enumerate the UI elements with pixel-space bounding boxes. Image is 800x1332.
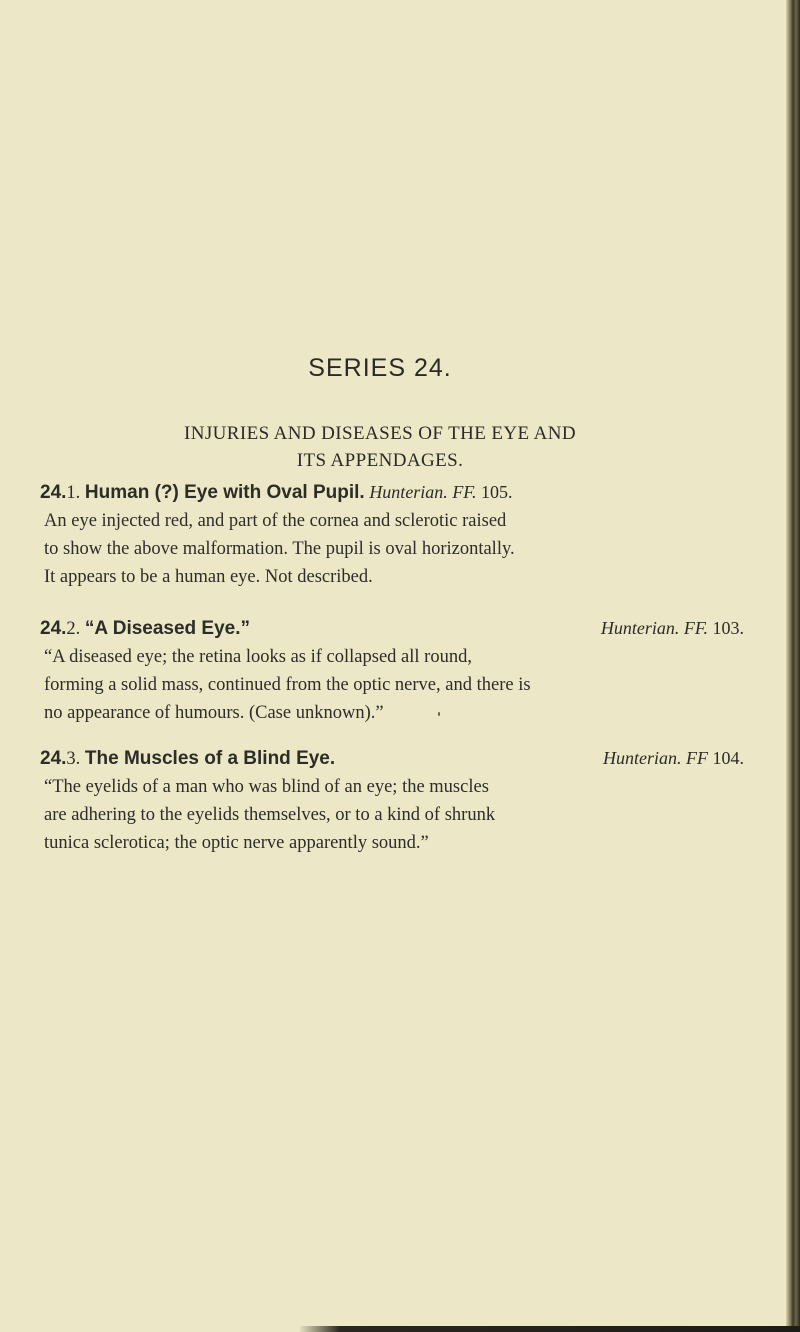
description-line: to show the above malformation. The pupil is oval horizontally. <box>44 539 515 559</box>
catalog-entry <box>40 744 744 857</box>
entry-number: 24. <box>40 482 67 503</box>
entry-head <box>40 614 744 643</box>
entry-description <box>44 773 740 857</box>
page-binding-edge <box>786 0 800 1332</box>
entry-heading: The Muscles of a Blind Eye. <box>84 748 336 769</box>
subtitle-line: INJURIES AND DISEASES OF THE EYE AND <box>184 423 576 444</box>
entry-catalog-number: 103. <box>712 618 744 638</box>
entry-ref-code: FF. <box>683 618 708 638</box>
entry-title <box>40 615 250 643</box>
entry-number: 24. <box>40 618 67 639</box>
description-line: “A diseased eye; the retina looks as if collapsed all round, <box>44 647 472 667</box>
entry-subnumber: 2. <box>66 619 81 639</box>
entry-heading: Human (?) Eye with Oval Pupil. <box>84 482 365 503</box>
entry-reference <box>603 744 744 772</box>
catalog-entry <box>40 614 744 727</box>
series-title: SERIES 24. <box>308 354 452 382</box>
entry-number: 24. <box>40 748 67 769</box>
subtitle-line: ITS APPENDAGES. <box>296 450 464 471</box>
description-line: tunica sclerotica; the optic nerve apparently sound.” <box>44 833 429 853</box>
entry-title <box>40 478 512 507</box>
entry-collection: Hunterian. <box>600 618 680 638</box>
entry-head <box>40 478 740 507</box>
paper-speck <box>438 712 440 716</box>
entry-ref-code: FF. <box>452 482 477 502</box>
description-line: “The eyelids of a man who was blind of an eye; the muscles <box>44 777 489 797</box>
entry-description <box>44 643 740 727</box>
entry-subnumber: 3. <box>66 749 81 769</box>
description-line: It appears to be a human eye. Not described. <box>44 567 373 587</box>
entry-description <box>44 507 740 591</box>
entry-title <box>40 745 335 773</box>
entry-catalog-number: 104. <box>712 748 744 768</box>
description-line: no appearance of humours. (Case unknown).” <box>44 703 384 723</box>
description-line: An eye injected red, and part of the cornea and sclerotic raised <box>44 511 507 531</box>
entry-collection: Hunterian. <box>369 482 448 502</box>
entry-collection: Hunterian. <box>603 748 682 768</box>
page-bottom-edge <box>300 1326 800 1332</box>
entry-reference <box>369 482 512 502</box>
entry-reference <box>601 614 744 642</box>
description-line: are adhering to the eyelids themselves, or to a kind of shrunk <box>44 805 496 825</box>
entry-head <box>40 744 744 773</box>
entry-heading: “A Diseased Eye.” <box>84 618 251 639</box>
entry-subnumber: 1. <box>66 483 81 503</box>
catalog-entry <box>40 478 740 591</box>
entry-catalog-number: 105. <box>480 482 513 502</box>
section-subtitle <box>0 420 760 474</box>
entry-ref-code: FF <box>686 748 708 768</box>
description-line: forming a solid mass, continued from the optic nerve, and there is <box>44 675 531 695</box>
